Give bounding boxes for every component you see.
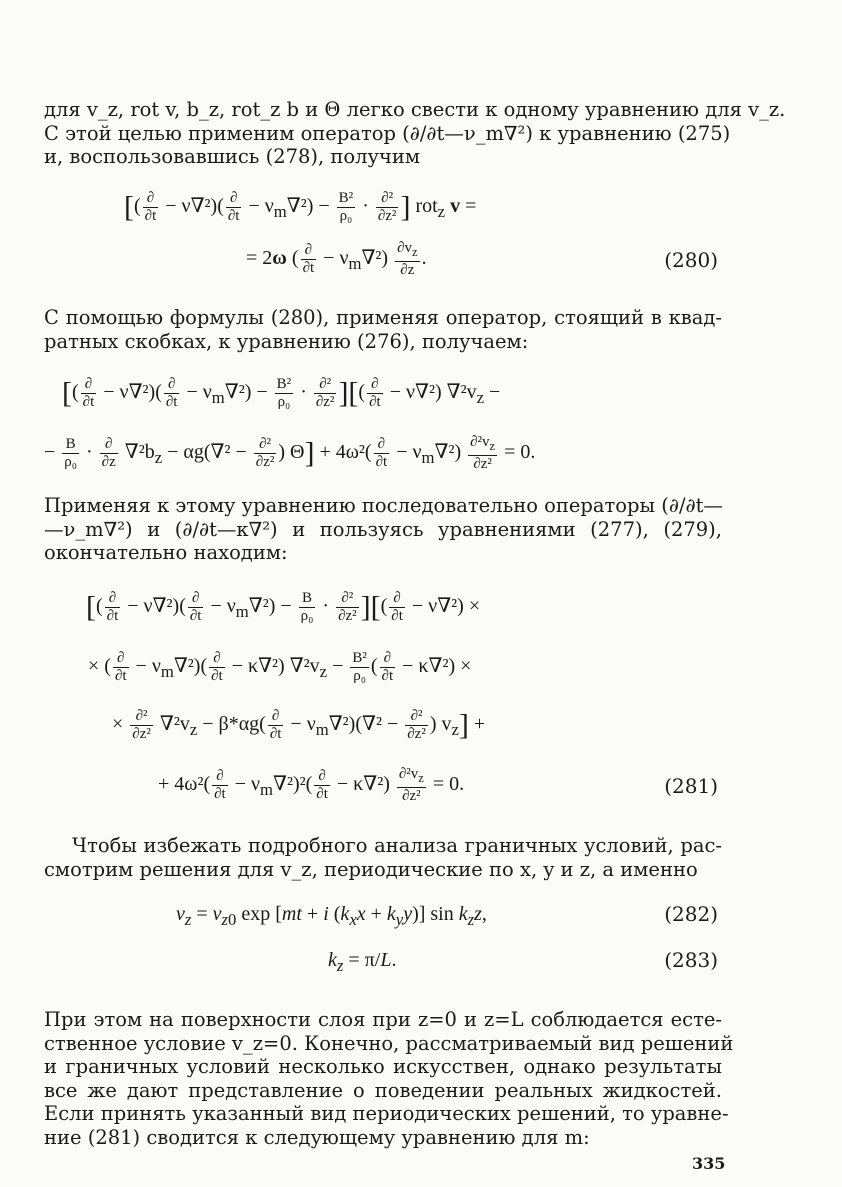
paragraph-4 — [44, 834, 722, 881]
text-line: смотрим решения для v_z, периодические по x, y и z, а именно — [44, 857, 698, 881]
equation-280-line-1: [( $\frac{\partial}{\partial t}$ − ν∇²)( $\frac{\partial}{\partial t}$ − $\nu_m\nabla^2$) − $\frac{\text{B²}}{\text{ρ₀}}$ · $\frac{\text{∂²}}{\text{∂z²}}$ ] rot$_z$ v = — [124, 189, 477, 224]
text-line: —ν_m∇²) и (∂/∂t—κ∇²) и пользуясь уравнениями (277), (279), — [44, 517, 722, 541]
text-line: Чтобы избежать подробного анализа граничных условий, рас- — [72, 834, 722, 857]
equation-unnumbered-line-2: − $\frac{B}{\text{ρ₀}}$ · $\frac{\partial}{\partial z}$ $\nabla^2b_z - \alpha g(\nabla^2$ − $\frac{\text{∂²}}{\text{∂z²}}$ ) Θ] + 4ω²( $\frac{\partial}{\partial t}$ − $\nu_m\nabla^2$) $\frac{\partial^2v_z}{\text{∂z²}}$ = 0. — [44, 433, 536, 472]
text-line: При этом на поверхности слоя при z=0 и z=L соблюдается есте- — [44, 1008, 722, 1031]
equation-number: (282) — [664, 902, 718, 926]
text-line: и граничных условий несколько искусствен, однако результаты — [44, 1055, 722, 1078]
equation-283: $k_z = \pi/L$. — [328, 949, 397, 975]
paragraph-1 — [44, 98, 786, 169]
text-line: Применяя к этому уравнению последовательно операторы (∂/∂t— — [44, 494, 723, 517]
equation-280-line-2: = 2ω ( $\frac{\partial}{\partial t}$ − $\nu_m\nabla^2$) $\frac{\partial v_z}{\partial z}$ . — [246, 239, 427, 278]
text-line: ственное условие v_z=0. Конечно, рассматриваемый вид решений — [44, 1031, 734, 1055]
paragraph-2 — [44, 306, 722, 353]
equation-unnumbered-line-1: [( $\frac{\partial}{\partial t}$ − ν∇²)( $\frac{\partial}{\partial t}$ − $\nu_m\nabla^2$) − $\frac{\text{B²}}{\text{ρ₀}}$ · $\frac{\text{∂²}}{\text{∂z²}}$ ][( $\frac{\partial}{\partial t}$ − ν∇²) $\nabla^2v_z$ − — [62, 375, 501, 410]
equation-number: (280) — [664, 248, 718, 272]
text-line: Если принять указанный вид периодических решений, то уравне- — [44, 1102, 729, 1125]
equation-281-line-3: × $\frac{\text{∂²}}{\text{∂z²}}$ $\nabla^2v_z - \beta*\alpha g$( $\frac{\partial}{\partial t}$ − $\nu_m\nabla^2)(\nabla^2$ − $\frac{\text{∂²}}{\text{∂z²}}$ ) $v_z$] + — [112, 707, 486, 742]
paragraph-5 — [44, 1008, 734, 1149]
page-number: 335 — [692, 1154, 726, 1173]
text-line: для v_z, rot v, b_z, rot_z b и Θ легко свести к одному уравнению для v_z. — [44, 98, 786, 121]
text-line: и, воспользовавшись (278), получим — [44, 145, 421, 168]
text-line: ние (281) сводится к следующему уравнению для m: — [44, 1125, 590, 1149]
equation-282: $v_z = v_{z0}$ exp [mt + i $(k_xx + k_yy)$] $\sin k_zz$, — [176, 903, 487, 929]
text-line: С этой целью применим оператор (∂/∂t—ν_m∇²) к уравнению (275) — [44, 121, 731, 145]
eq-src — [0, 0, 1, 1]
text-line: окончательно находим: — [44, 541, 288, 564]
equation-281-line-4: + 4ω²( $\frac{\partial}{\partial t}$ − $\nu_m\nabla^2)^2$( $\frac{\partial}{\partial t}$ − κ∇²) $\frac{\partial^2v_z}{\text{∂z²}}$ = 0. — [158, 765, 465, 804]
text-line: ратных скобках, к уравнению (276), получаем: — [44, 329, 529, 353]
text-line: С помощью формулы (280), применяя оператор, стоящий в квад- — [44, 306, 722, 329]
text-line: все же дают представление о поведении реальных жидкостей. — [44, 1078, 722, 1102]
equation-281-line-1: [( $\frac{\partial}{\partial t}$ − ν∇²)( $\frac{\partial}{\partial t}$ − $\nu_m\nabla^2$) − $\frac{B}{\text{ρ₀}}$ · $\frac{\text{∂²}}{\text{∂z²}}$ ][( $\frac{\partial}{\partial t}$ − ν∇²) × — [86, 589, 481, 624]
equation-281-line-2: × ( $\frac{\partial}{\partial t}$ − $\nu_m\nabla^2$)( $\frac{\partial}{\partial t}$ − κ∇²) $\nabla^2v_z$ − $\frac{\text{B²}}{\text{ρ₀}}$ ( $\frac{\partial}{\partial t}$ − κ∇²) × — [88, 649, 472, 684]
equation-number: (281) — [664, 774, 718, 798]
equation-number: (283) — [664, 948, 718, 972]
paragraph-3 — [44, 494, 722, 565]
